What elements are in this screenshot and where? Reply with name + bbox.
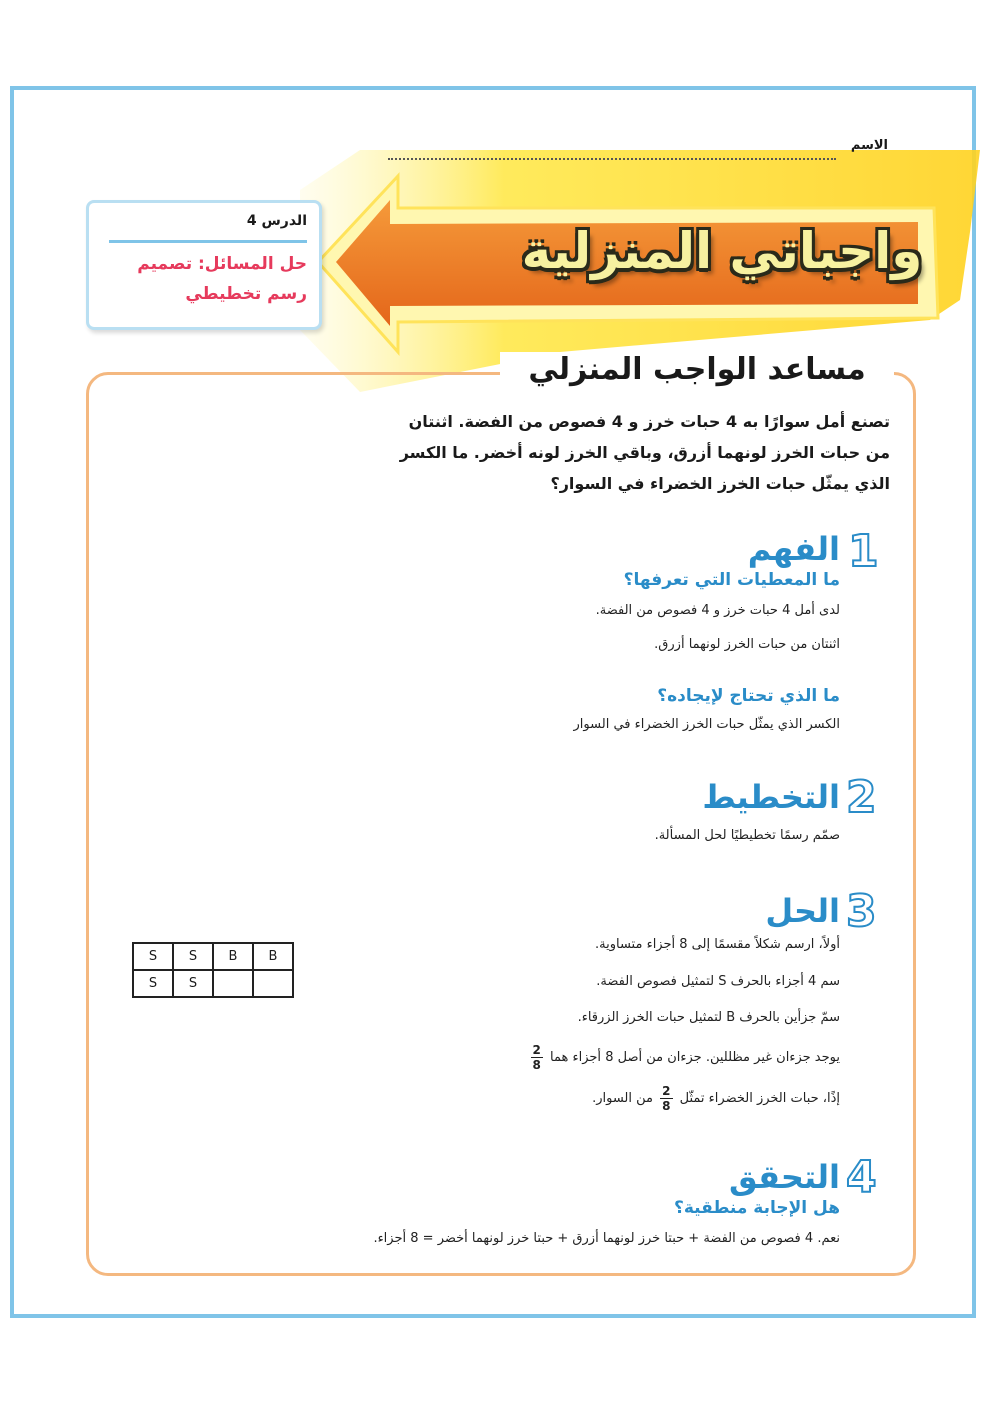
prompt-line-1: تصنع أمل سوارًا به 4 حبات خرز و 4 فصوص من الفضة. اثنتان: [408, 412, 890, 431]
step-3-line-4-text: يوجد جزءان غير مظللين. جزءان من أصل 8 أجزاء هما: [550, 1050, 840, 1065]
table-cell: B: [253, 943, 293, 970]
step-1-question-2: ما الذي تحتاج لإيجاده؟: [657, 686, 840, 706]
step-1-answer-1-line-1: لدى أمل 4 حبات خرز و 4 فصوص من الفضة.: [595, 603, 840, 618]
step-4-heading: التحقق: [729, 1158, 840, 1196]
step-4-answer: نعم. 4 فصوص من الفضة + حبتا خرز لونهما أزرق + حبتا خرز لونهما أخضر = 8 أجزاء.: [373, 1231, 840, 1246]
table-cell: [213, 970, 253, 997]
table-cell: S: [133, 970, 173, 997]
step-1-answer-1-line-2: اثنتان من حبات الخرز لونهما أزرق.: [654, 637, 840, 652]
fraction-numerator: 2: [532, 1043, 541, 1057]
name-field-row: [388, 138, 896, 164]
fraction-two-eighths-result: [660, 1084, 672, 1113]
step-3-number: 3: [846, 886, 877, 937]
prompt-line-2: من حبات الخرز لونهما أزرق، وباقي الخرز لونه أخضر. ما الكسر: [399, 443, 890, 462]
fraction-denominator: 8: [662, 1099, 671, 1113]
step-1-question-1: ما المعطيات التي تعرفها؟: [623, 570, 840, 590]
lesson-title: [97, 249, 307, 309]
problem-prompt: [250, 406, 890, 499]
fraction-denominator: 8: [532, 1058, 541, 1072]
lesson-title-line1: حل المسائل: تصميم: [137, 254, 307, 274]
lesson-title-line2: رسم تخطيطي: [185, 284, 307, 304]
fraction-numerator: 2: [662, 1084, 671, 1098]
table-cell: [253, 970, 293, 997]
step-1-heading: الفهم: [747, 530, 840, 568]
table-cell: S: [173, 970, 213, 997]
step-4-question: هل الإجابة منطقية؟: [674, 1198, 840, 1218]
step-2-heading: التخطيط: [702, 778, 840, 816]
table-row: [133, 970, 293, 997]
name-label: الاسم: [850, 138, 888, 153]
table-cell: B: [213, 943, 253, 970]
table-cell: S: [173, 943, 213, 970]
helper-title: مساعد الواجب المنزلي: [500, 352, 894, 387]
bead-diagram-table: [132, 942, 294, 998]
homework-banner-title: واجباتي المنزلية: [521, 222, 923, 280]
step-3-line-1: أولاً، ارسم شكلاً مقسمًا إلى 8 أجزاء متساوية.: [595, 937, 840, 952]
step-2-text: صمّم رسمًا تخطيطيًا لحل المسألة.: [654, 828, 840, 843]
step-3-line-5-text-b: من السوار.: [592, 1091, 653, 1106]
lesson-divider: [109, 240, 307, 243]
homework-helper-box: [86, 372, 916, 1276]
lesson-number: الدرس 4: [246, 213, 307, 229]
table-row: [133, 943, 293, 970]
step-3-line-3: سمّ جزأين بالحرف B لتمثيل حبات الخرز الزرقاء.: [577, 1010, 840, 1025]
step-2-number: 2: [846, 772, 877, 823]
prompt-line-3: الذي يمثّل حبات الخرز الخضراء في السوار؟: [550, 474, 890, 493]
lesson-card: [86, 200, 322, 330]
step-3-line-2: سم 4 أجزاء بالحرف S لتمثيل فصوص الفضة.: [596, 974, 840, 989]
step-3-line-5: [300, 1084, 840, 1113]
step-3-heading: الحل: [765, 892, 840, 930]
step-3-line-4: [300, 1043, 840, 1072]
fraction-two-eighths: [531, 1043, 543, 1072]
step-4-number: 4: [846, 1152, 877, 1203]
step-1-number: 1: [848, 526, 879, 577]
step-3-line-5-text-a: إذًا، حبات الخرز الخضراء تمثّل: [679, 1091, 840, 1106]
table-cell: S: [133, 943, 173, 970]
step-1-answer-2: الكسر الذي يمثّل حبات الخرز الخضراء في السوار: [573, 717, 840, 732]
name-input-line[interactable]: [388, 158, 836, 160]
